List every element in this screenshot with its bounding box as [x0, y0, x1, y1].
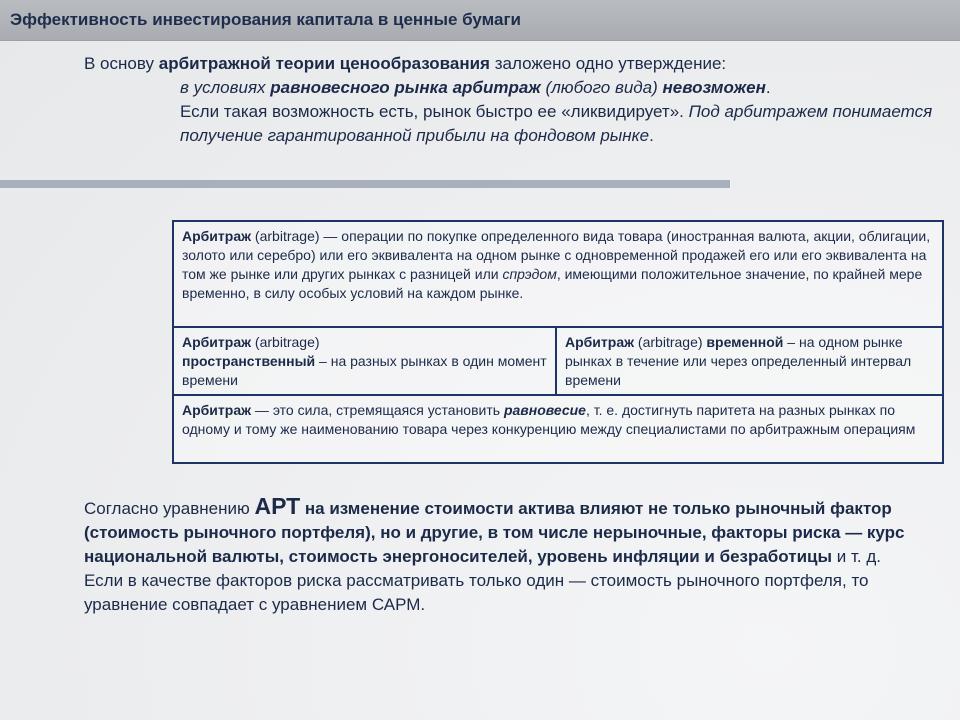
def-bold-italic: равновесие: [503, 402, 586, 418]
intro-text: .: [765, 78, 771, 97]
def-text: , т. е. достигнуть паритета на разных рынках по одному и тому же наименованию товара через конкуренцию между специалистами по арбитражным операциям: [182, 402, 916, 437]
apt-paragraph: [84, 494, 944, 617]
intro-statement: [84, 76, 944, 148]
section-divider: [0, 180, 730, 188]
def-text: – на одном рынке рынках в течение или через определенный интервал времени: [565, 334, 912, 388]
intro-bold-italic: невозможен: [662, 78, 766, 97]
intro-bold-term: арбитражной теории ценообразования: [158, 54, 490, 73]
def-type: пространственный: [182, 353, 316, 369]
intro-italic: Под арбитражем понимается получение гарантированной прибыли на фондовом рынке: [180, 102, 933, 145]
definition-row-types: [172, 326, 944, 396]
intro-bold-italic: равновесного рынка арбитраж: [270, 78, 541, 97]
title-bar: [0, 0, 960, 41]
def-text: (arbitrage): [634, 334, 707, 350]
intro-text: заложено одно утверждение:: [489, 54, 727, 73]
intro-italic: в условиях: [180, 78, 271, 97]
definition-box-force: [172, 394, 944, 464]
def-text: (arbitrage): [251, 334, 320, 350]
def-term: Арбитраж: [182, 228, 252, 244]
page-title: Эффективность инвестирования капитала в ценные бумаги: [10, 10, 522, 29]
apt-statement: [84, 494, 944, 569]
intro-text: Если такая возможность есть, рынок быстро ее «ликвидирует».: [180, 102, 689, 121]
intro-line-1: [84, 52, 944, 76]
definition-box-main: [172, 220, 944, 328]
def-text: — это сила, стремящаяся установить: [251, 402, 504, 418]
apt-capm-note: Если в качестве факторов риска рассматривать только один — стоимость рыночного портфеля, то уравнение совпадает с уравнением САРМ.: [84, 571, 869, 614]
def-term: Арбитраж: [182, 402, 252, 418]
definition-box-temporal: [555, 326, 944, 396]
def-term: Арбитраж: [182, 334, 252, 350]
definition-box-spatial: [172, 326, 557, 396]
apt-text: Согласно уравнению: [84, 499, 255, 518]
intro-text: .: [649, 126, 654, 145]
intro-text: В основу: [84, 54, 159, 73]
def-text: – на разных рынках в один момент времени: [182, 353, 547, 388]
apt-text: и т. д.: [832, 547, 881, 566]
intro-paragraph: [84, 52, 944, 148]
def-text: , имеющими положительное значение, по крайней мере временно, в силу особых условий на каждом рынке.: [182, 266, 923, 301]
intro-italic: (любого вида): [540, 78, 663, 97]
apt-bold-text: на изменение стоимости актива влияют не только рыночный фактор (стоимость рыночного портфеля), но и другие, в том числе нерыночные, факторы риска — курс национальной валюты, стоимость энергоносителей, уровень инфляции и безработицы: [84, 499, 905, 566]
def-text: (arbitrage) — операции по покупке определенного вида товара (иностранная валюта, акции, облигации, золото или серебро) или его эквивалента на одном рынке с одновременной продажей его или его эквивалента на том же рынке или других рынках с разницей или: [182, 228, 931, 282]
def-type: временной: [706, 334, 784, 350]
def-italic: спрэдом: [502, 266, 557, 282]
def-term: Арбитраж: [565, 334, 635, 350]
apt-acronym: АРТ: [254, 493, 301, 519]
